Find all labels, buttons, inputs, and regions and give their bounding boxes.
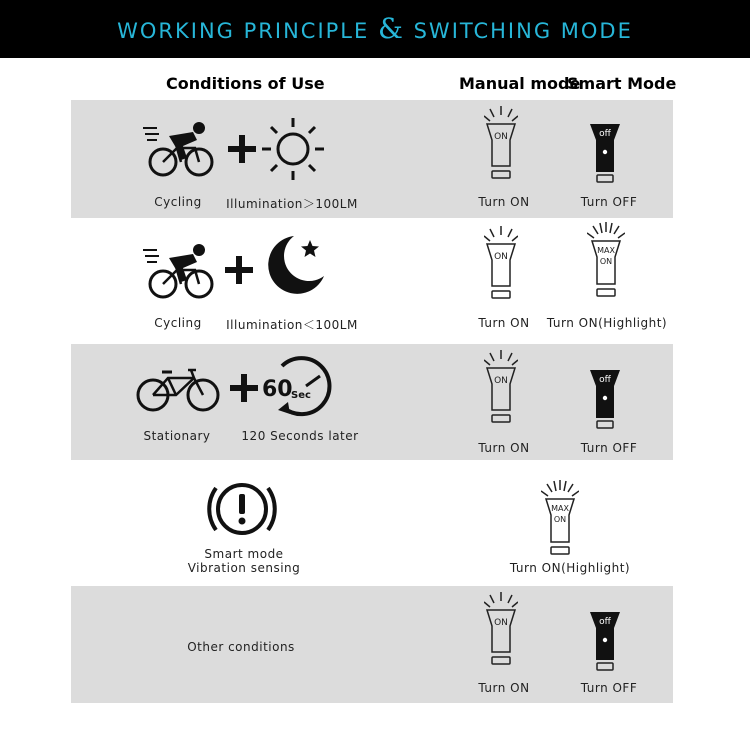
condition-b-label: Illumination＞100LM (226, 197, 358, 211)
condition-b-label: Illumination＜100LM (226, 318, 358, 332)
timer-icon (262, 356, 338, 418)
flashlight-icon-text: ON (494, 618, 508, 628)
manual-mode-result: Turn ON (478, 316, 530, 330)
manual-mode-result: Turn ON (478, 195, 530, 209)
cyclist-icon (143, 118, 215, 178)
condition-b-label: 120 Seconds later (241, 429, 359, 443)
combined-mode-result: Turn ON(Highlight) (509, 561, 631, 575)
flashlight-on-icon (484, 592, 518, 672)
smart-mode-result: Turn OFF (580, 195, 638, 209)
condition-label: Other conditions (187, 640, 295, 654)
flashlight-on-icon (484, 106, 518, 186)
flashlight-on-icon (484, 350, 518, 430)
plus-icon (225, 256, 253, 284)
flashlight-max-icon (541, 480, 579, 560)
flashlight-icon-text: off (599, 375, 611, 385)
condition-a-label: Cycling (154, 316, 202, 330)
condition-a-label: Cycling (154, 195, 202, 209)
timer-unit: Sec (291, 390, 311, 401)
flashlight-icon-text: ON (494, 132, 508, 142)
flashlight-icon-text: ON (494, 252, 508, 262)
title-left: WORKING PRINCIPLE (117, 19, 370, 43)
smart-mode-result: Turn OFF (580, 681, 638, 695)
flashlight-icon-text: off (599, 129, 611, 139)
flashlight-icon-text: ON (494, 376, 508, 386)
vibration-alert-icon (204, 476, 280, 542)
timer-value: 60 (262, 377, 293, 402)
condition-line-1: Smart mode (204, 547, 284, 561)
plus-icon (230, 374, 258, 402)
condition-line-2: Vibration sensing (187, 561, 301, 575)
flashlight-icon-text-on: ON (553, 515, 567, 524)
flashlight-off-icon (590, 612, 620, 672)
manual-mode-result: Turn ON (478, 681, 530, 695)
smart-mode-result: Turn OFF (580, 441, 638, 455)
cyclist-icon (143, 240, 215, 300)
flashlight-icon-text-on: ON (599, 257, 613, 266)
header-conditions: Conditions of Use (166, 74, 325, 93)
flashlight-icon-text-max: MAX (551, 504, 569, 513)
flashlight-off-icon (590, 370, 620, 430)
title-right: SWITCHING MODE (413, 19, 633, 43)
smart-mode-result: Turn ON(Highlight) (546, 316, 668, 330)
sun-icon (260, 116, 326, 182)
flashlight-icon-text-max: MAX (597, 246, 615, 255)
page-title (0, 0, 750, 58)
flashlight-icon-text: off (599, 617, 611, 627)
title-ampersand: & (377, 12, 405, 45)
flashlight-on-icon (484, 226, 518, 306)
header-manual-mode: Manual mode (459, 74, 581, 93)
flashlight-off-icon (590, 124, 620, 184)
condition-a-label: Stationary (143, 429, 211, 443)
flashlight-max-icon (587, 222, 625, 302)
moon-stars-icon (264, 234, 326, 296)
plus-icon (228, 135, 256, 163)
header-smart-mode: Smart Mode (567, 74, 677, 93)
manual-mode-result: Turn ON (478, 441, 530, 455)
bicycle-icon (136, 366, 220, 412)
